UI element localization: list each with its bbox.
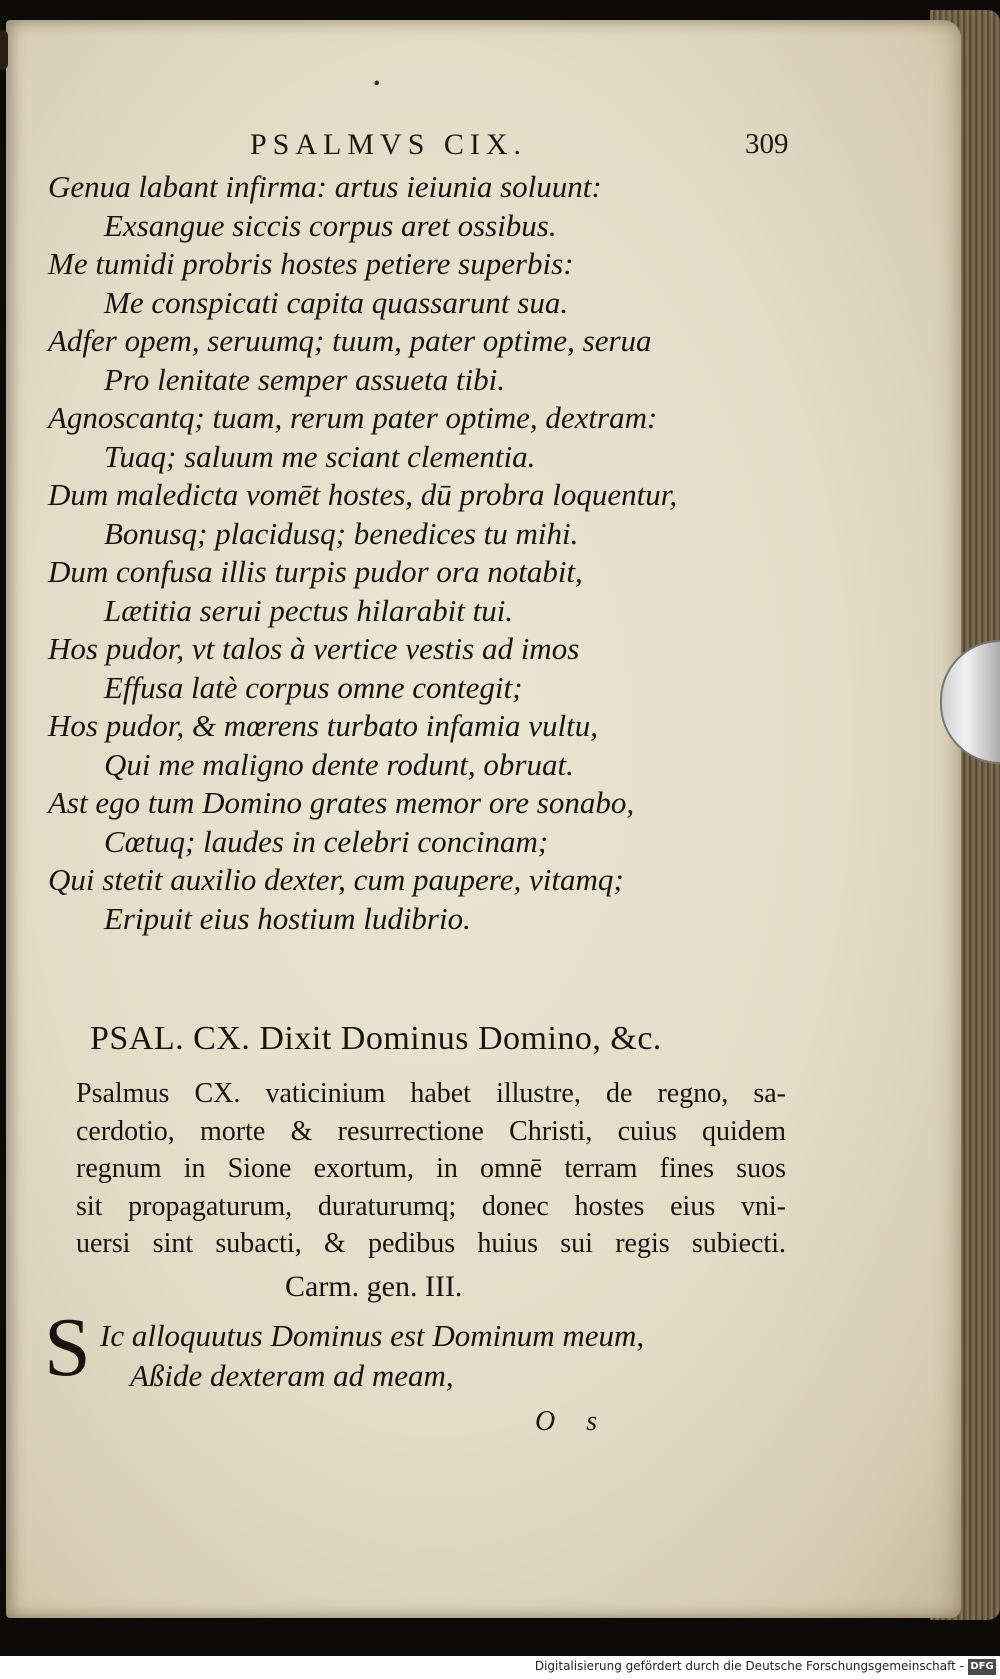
argument-line: sit propagaturum, duraturumq; donec hostes eius vni- — [76, 1190, 786, 1222]
verse-line: Qui me maligno dente rodunt, obruat. — [104, 746, 574, 782]
argument-line: uersi sint subacti, & pedibus huius sui regis subiecti. — [76, 1228, 786, 1259]
verse-line: Me tumidi probris hostes petiere superbis: — [48, 246, 574, 281]
carmen-line: Aßide dexteram ad meam, — [130, 1358, 454, 1393]
page-header — [0, 128, 1000, 168]
drop-cap: S — [44, 1301, 91, 1394]
running-head: PSALMVS CIX. — [250, 128, 528, 161]
verse-line: Genua labant infirma: artus ieiunia soluunt: — [48, 169, 602, 204]
verse-line: Hos pudor, & mœrens turbato infamia vultu, — [48, 708, 598, 743]
verse-line: Dum confusa illis turpis pudor ora notabit, — [48, 554, 583, 589]
verse-line: Bonusq; placidusq; benedices tu mihi. — [104, 515, 579, 551]
verse-line: Me conspicati capita quassarunt sua. — [104, 284, 569, 320]
verse-line: Agnoscantq; tuam, rerum pater optime, dextram: — [48, 400, 658, 435]
argument-line: Psalmus CX. vaticinium habet illustre, de regno, sa- — [76, 1078, 786, 1109]
carmen-title: Carm. gen. III. — [285, 1270, 463, 1303]
verse-line: Lætitia serui pectus hilarabit tui. — [104, 592, 514, 628]
verse-line: Tuaq; saluum me sciant clementia. — [104, 438, 536, 474]
dfg-logo: DFG — [968, 1659, 996, 1675]
verse-line: Dum maledicta vomēt hostes, dū probra loquentur, — [48, 477, 678, 512]
verse-line: Qui stetit auxilio dexter, cum paupere, vitamq; — [48, 862, 624, 897]
footer-bar — [0, 1656, 1000, 1679]
verse-line: Adfer opem, seruumq; tuum, pater optime, serua — [48, 323, 652, 358]
psalm-110-heading: PSAL. CX. Dixit Dominus Domino, &c. — [90, 1020, 662, 1057]
verse-line: Cœtuq; laudes in celebri concinam; — [104, 823, 549, 859]
verse-line: Hos pudor, vt talos à vertice vestis ad imos — [48, 631, 580, 666]
verse-line: Eripuit eius hostium ludibrio. — [104, 900, 471, 936]
page-number: 309 — [745, 128, 789, 160]
verse-line: Exsangue siccis corpus aret ossibus. — [104, 207, 557, 243]
funding-credit: Digitalisierung gefördert durch die Deutsche Forschungsgemeinschaft - — [534, 1659, 964, 1673]
verse-line: Pro lenitate semper assueta tibi. — [104, 361, 505, 397]
psalm-109-verse — [0, 168, 960, 938]
carmen-line: Ic alloquutus Dominus est Dominum meum, — [100, 1318, 645, 1353]
ornament-mark: • — [372, 74, 382, 93]
verse-line: Ast ego tum Domino grates memor ore sonabo, — [48, 785, 635, 820]
binding-mark — [0, 30, 8, 70]
psalm-110-argument — [76, 1075, 786, 1263]
argument-line: regnum in Sione exortum, in omnē terram fines suos — [76, 1153, 786, 1184]
catchword: O s — [535, 1406, 610, 1437]
argument-line: cerdotio, morte & resurrectione Christi, cuius quidem — [76, 1115, 786, 1147]
verse-line: Effusa latè corpus omne contegit; — [104, 669, 523, 705]
